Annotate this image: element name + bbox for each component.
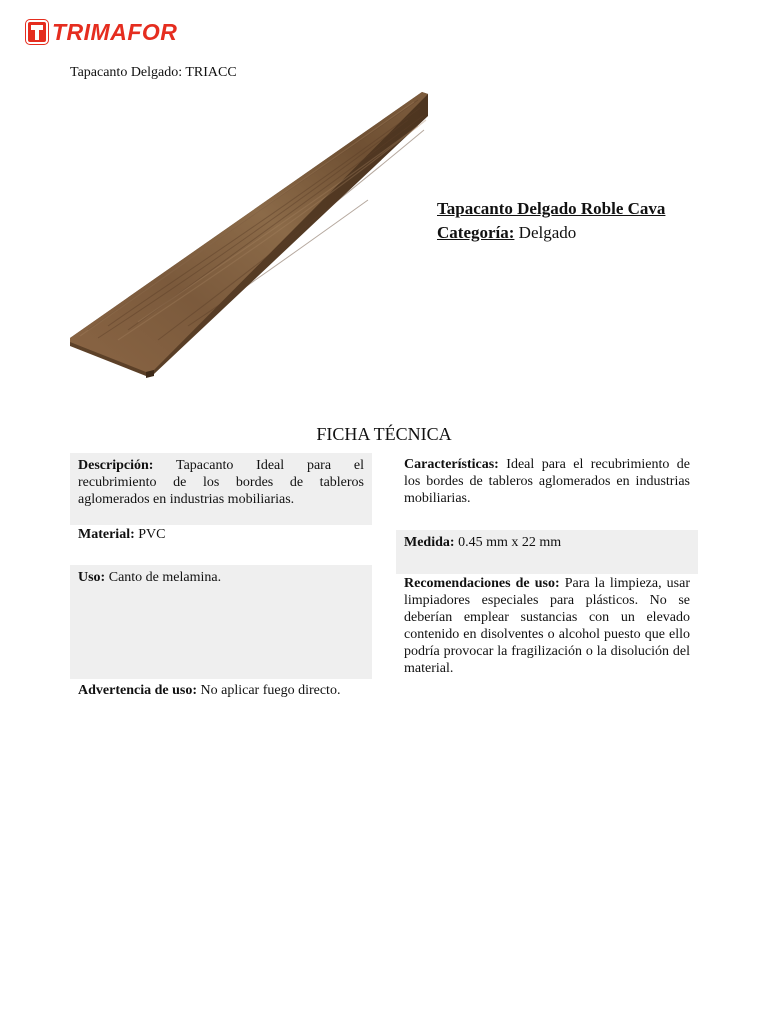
- spec-value: Para la limpieza, usar limpiadores especiales para plásticos. No se deberían emplear sustancias con un elevado contenido en disolventes o alcohol puesto que ello podría provocar la fragilización o la disolución del material.: [404, 576, 690, 676]
- category-label: Categoría:: [437, 223, 515, 242]
- spec-label: Medida:: [404, 535, 455, 550]
- trimafor-logo-icon: [26, 20, 48, 44]
- trimafor-logo: [26, 18, 177, 46]
- spec-medida: [396, 530, 698, 574]
- brand-name: TRIMAFOR: [52, 18, 178, 45]
- product-heading: [437, 197, 665, 245]
- spec-label: Características:: [404, 457, 499, 472]
- spec-label: Material:: [78, 527, 135, 542]
- spec-label: Uso:: [78, 570, 106, 585]
- spec-caracteristicas: [396, 452, 698, 522]
- spec-recomendaciones: [396, 571, 698, 681]
- spec-uso: [70, 565, 372, 679]
- document-title: Tapacanto Delgado: TRIACC: [70, 65, 237, 80]
- spec-label: Recomendaciones de uso:: [404, 576, 560, 591]
- spec-value: 0.45 mm x 22 mm: [458, 535, 562, 550]
- spec-material: [70, 522, 372, 562]
- spec-value: PVC: [138, 527, 166, 542]
- product-image: [68, 90, 430, 380]
- product-category: [437, 221, 665, 245]
- spec-label: Advertencia de uso:: [78, 683, 197, 698]
- spec-value: No aplicar fuego directo.: [200, 683, 341, 698]
- category-value: Delgado: [518, 223, 577, 242]
- spec-value: Ideal para el recubrimiento de los bordes de tableros aglomerados en industrias mobiliarias.: [404, 457, 690, 506]
- spec-label: Descripción:: [78, 458, 154, 473]
- spec-advertencia: [70, 678, 372, 706]
- product-name: Tapacanto Delgado Roble Cava: [437, 199, 666, 218]
- spec-value: Canto de melamina.: [108, 570, 222, 585]
- section-title: FICHA TÉCNICA: [316, 424, 452, 444]
- spec-descripcion: [70, 453, 372, 525]
- spec-value: Tapacanto Ideal para el recubrimiento de los bordes de tableros aglomerados en industrias mobiliarias.: [78, 458, 364, 507]
